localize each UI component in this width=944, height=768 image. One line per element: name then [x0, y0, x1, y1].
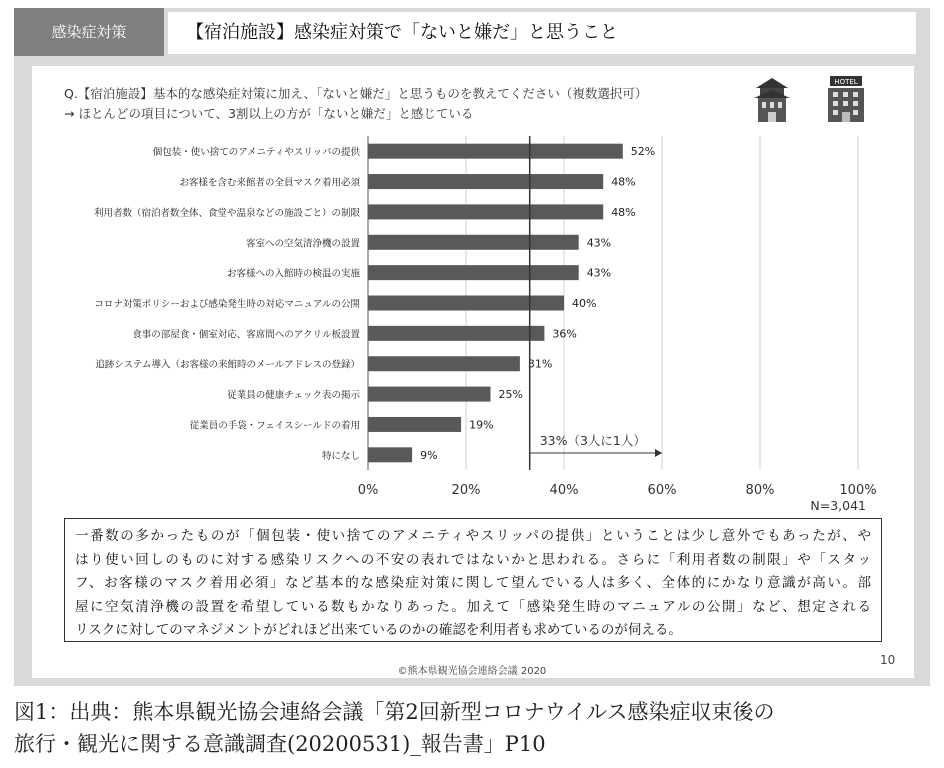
summary-box	[64, 518, 882, 642]
category-label: 客室への空気清浄機の設置	[245, 238, 360, 250]
x-tick-label: 0%	[357, 483, 379, 498]
data-label: 43%	[586, 266, 612, 280]
data-label: 9%	[420, 448, 438, 462]
bar	[368, 326, 544, 341]
header-title: 【宿泊施設】感染症対策で「ないと嫌だ」と思うこと	[168, 12, 916, 54]
summary-line: はり使い回しのものに対する感染リスクへの不安の表れではないかと思われる。さらに「利用者数の制限」や「スタッ	[75, 551, 871, 568]
caption-line: 旅行・観光に関する意識調査(20200531)_報告書」P10	[14, 732, 546, 756]
bar	[368, 174, 603, 189]
x-tick-label: 20%	[451, 483, 481, 498]
reference-line-label: 33%（3人に1人）	[539, 433, 646, 448]
bar	[368, 144, 623, 159]
summary-line: フ、お客様のマスク着用必須」など基本的な感染症対策に関して望んでいる人は多く、全体的にかなり意識が高い。部	[75, 575, 871, 591]
category-label: 従業員の健康チェック表の掲示	[227, 390, 360, 402]
hotel-sign-text: HOTEL	[834, 78, 858, 86]
data-label: 19%	[469, 418, 494, 432]
category-label: 追跡システム導入（お客様の来館時のメールアドレスの登録）	[95, 359, 360, 371]
category-label: 従業員の手袋・フェイスシールドの着用	[189, 420, 360, 432]
data-label: 48%	[611, 175, 636, 189]
bar	[368, 296, 564, 311]
data-label: 43%	[586, 236, 612, 250]
data-label: 25%	[498, 388, 523, 402]
data-label: 48%	[611, 205, 636, 219]
question-text: Q.【宿泊施設】基本的な感染症対策に加え、「ないと嫌だ」と思うものを教えてください（複数選択可）	[64, 86, 648, 101]
x-tick-label: 40%	[549, 483, 579, 498]
bar	[368, 356, 520, 371]
summary-line: 屋に空気清浄機の設置を希望している数もかなりあった。加えて「感染発生時のマニュアルの公開」など、想定される	[75, 598, 871, 615]
x-tick-label: 60%	[647, 483, 677, 498]
summary-line: リスクに対してのマネジメントがどれほど出来ているのかの確認を利用者も求めているのが伺える。	[75, 622, 682, 638]
figure-caption	[14, 696, 774, 760]
sample-size-label: N=3,041	[810, 498, 866, 513]
header-category-label: 感染症対策	[14, 8, 164, 56]
bar	[368, 447, 412, 462]
bar	[368, 204, 603, 219]
bar	[368, 265, 579, 280]
category-label: 個包装・使い捨てのアメニティやスリッパの提供	[152, 147, 360, 159]
category-label: 食事の部屋食・個室対応、客席間へのアクリル板設置	[132, 329, 360, 341]
caption-line: 図1：出典：熊本県観光協会連絡会議「第2回新型コロナウイルス感染症収束後の	[14, 700, 775, 724]
data-label: 40%	[572, 297, 597, 310]
page-number: 10	[880, 653, 896, 667]
category-label: 特になし	[321, 450, 360, 462]
data-label: 52%	[630, 145, 656, 159]
summary-line: 一番数の多かったものが「個包装・使い捨てのアメニティやスリッパの提供」ということは少し意外でもあったが、や	[75, 528, 871, 544]
bar	[368, 235, 579, 250]
reference-arrow-head	[655, 449, 662, 457]
x-tick-label: 100%	[839, 483, 877, 498]
copyright-text: ©熊本県観光協会連絡会議 2020	[397, 666, 547, 677]
question-conclusion: → ほとんどの項目について、3割以上の方が「ないと嫌だ」と感じている	[64, 106, 474, 121]
x-tick-label: 80%	[745, 483, 775, 498]
bar	[368, 387, 491, 402]
data-label: 36%	[552, 327, 577, 341]
category-label: お客様への入館時の検温の実施	[226, 268, 360, 280]
category-label: 利用者数（宿泊者数全体、食堂や温泉などの施設ごと）の制限	[93, 207, 360, 219]
bar	[368, 417, 461, 432]
category-label: お客様を含む来館者の全員マスク着用必須	[179, 177, 360, 189]
data-label: 31%	[527, 357, 553, 371]
category-label: コロナ対策ポリシーおよび感染発生時の対応マニュアルの公開	[94, 299, 360, 310]
